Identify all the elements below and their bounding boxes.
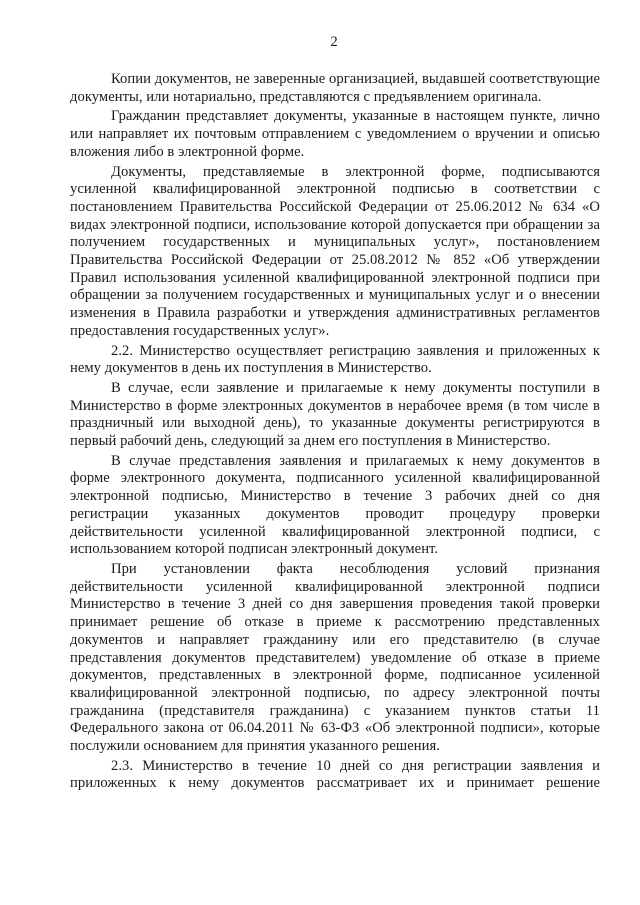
paragraph-submission-method: Гражданин представляет документы, указанные в настоящем пункте, лично или направляет их почтовым отправлением с уведомлением о вручении и описью вложения либо в электронной форме. — [70, 108, 600, 160]
paragraph-2-2-registration: 2.2. Министерство осуществляет регистрацию заявления и приложенных к нему документов в день их поступления в Министерство. — [70, 342, 600, 377]
paragraph-non-working-time: В случае, если заявление и прилагаемые к нему документы поступили в Министерство в форме электронных документов в нерабочее время (в том числе в праздничный или выходной день), то указанные документы регистрируются в первый рабочий день, следующий за днем его поступления в Министерство. — [70, 379, 600, 450]
page-number: 2 — [330, 34, 338, 50]
document-page — [70, 34, 600, 795]
paragraph-signature-check: В случае представления заявления и прилагаемых к нему документов в форме электронного документа, подписанного усиленной квалифицированной электронной подписью, Министерство в течение 3 рабочих дней со дня регистрации указанных документов проводит процедуру проверки действительности усиленной квалифицированной электронной подписи, с использованием которой подписан электронный документ. — [70, 452, 600, 558]
paragraph-copies: Копии документов, не заверенные организацией, выдавшей соответствующие документы, или нотариально, представляются с предъявлением оригинала. — [70, 71, 600, 105]
paragraph-electronic-signature: Документы, представляемые в электронной форме, подписываются усиленной квалифицированной электронной подписью в соответствии с постановлением Правительства Российской Федерации от 25.06.2012 № 634 «О видах электронной подписи, использование которой допускается при обращении за получением государственных и муниципальных услуг», постановлением Правительства Российской Федерации от 25.08.2012 № 852 «Об утверждении Правил использования усиленной квалифицированной электронной подписи при обращении за получением государственных и муниципальных услуг и о внесении изменения в Правила разработки и утверждения административных регламентов предоставления государственных услуг». — [70, 163, 600, 339]
paragraph-refusal: При установлении факта несоблюдения условий признания действительности усиленной квалифицированной электронной подписи Министерство в течение 3 дней со дня завершения проведения такой проверки принимает решение об отказе в приеме к рассмотрению представленных документов и направляет гражданину или его представителю (в случае представления документов представителем) уведомление об отказе в приеме документов, представленных в электронной форме, подписанное усиленной квалифицированной электронной подписью, по адресу электронной почты гражданина (представителя гражданина) с указанием пунктов статьи 11 Федерального закона от 06.04.2011 № 63-ФЗ «Об электронной подписи», которые послужили основанием для принятия указанного решения. — [70, 560, 600, 755]
paragraph-2-3-review: 2.3. Министерство в течение 10 дней со дня регистрации заявления и приложенных к нему документов рассматривает их и принимает решение — [70, 757, 600, 792]
